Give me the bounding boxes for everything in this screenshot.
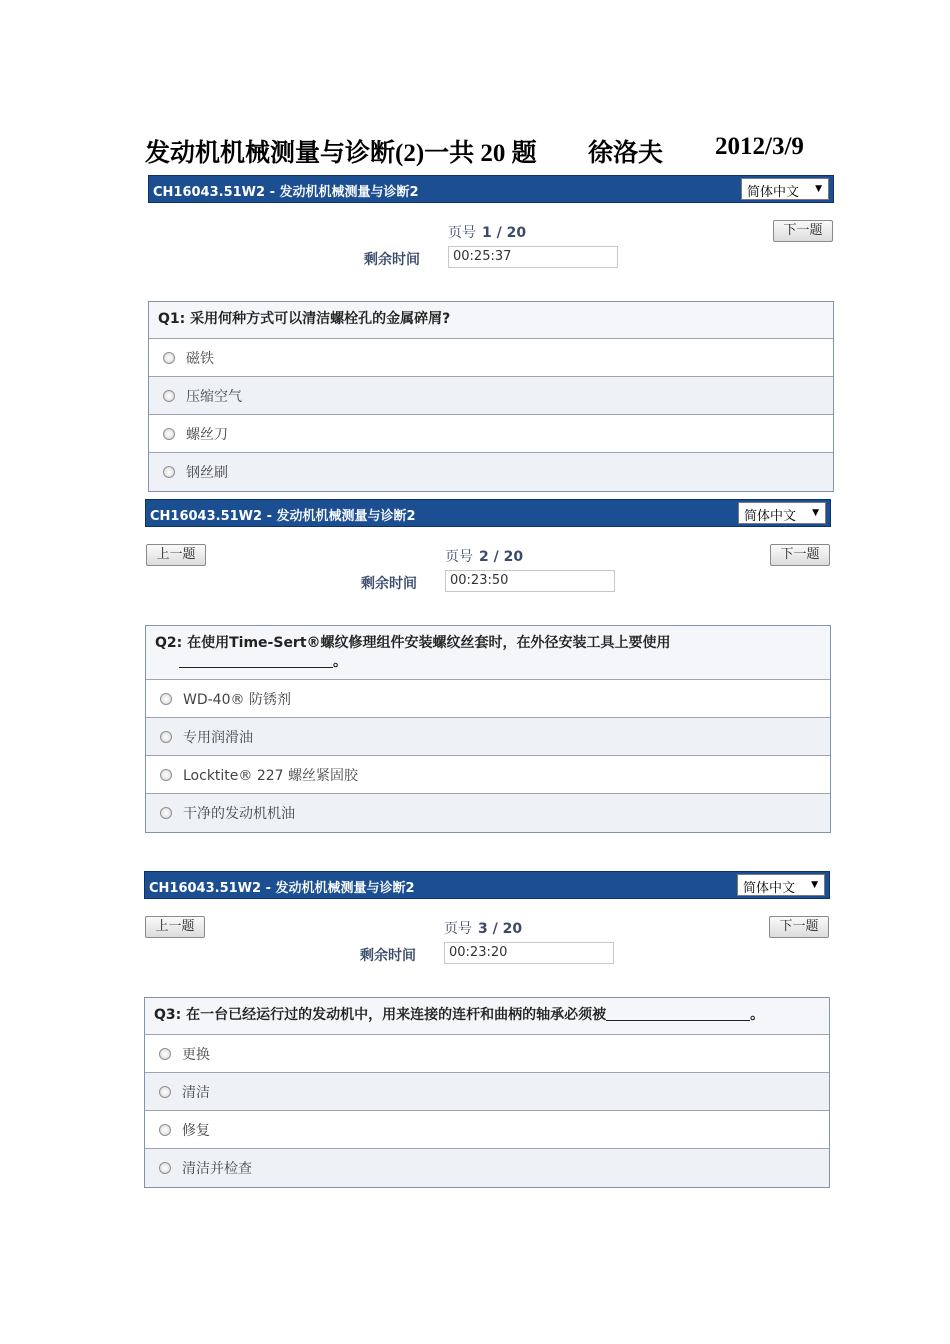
radio-button[interactable] xyxy=(159,1086,171,1098)
answer-option[interactable] xyxy=(145,1035,829,1073)
page-label: 页号 xyxy=(448,225,476,241)
time-left-field: 00:23:20 xyxy=(444,942,614,964)
question-box xyxy=(144,997,830,1188)
question-prompt: Q3: 在一台已经运行过的发动机中，用来连接的连杆和曲柄的轴承必须被 xyxy=(154,1007,607,1023)
radio-button[interactable] xyxy=(160,807,172,819)
previous-question-button[interactable]: 上一题 xyxy=(146,544,206,566)
question-prompt: Q1: 采用何种方式可以清洁螺栓孔的金属碎屑? xyxy=(149,302,833,339)
answer-option-label: 更换 xyxy=(182,1047,210,1063)
answer-option[interactable] xyxy=(146,718,830,756)
answer-option[interactable] xyxy=(149,377,833,415)
course-header-bar xyxy=(148,175,834,203)
answer-blank xyxy=(606,1006,750,1021)
next-question-button[interactable]: 下一题 xyxy=(773,220,833,242)
radio-button[interactable] xyxy=(163,352,175,364)
answer-option[interactable] xyxy=(149,339,833,377)
radio-button[interactable] xyxy=(160,731,172,743)
answer-option-label: 专用润滑油 xyxy=(183,730,253,746)
answer-option[interactable] xyxy=(146,680,830,718)
document-date: 2012/3/9 xyxy=(715,133,804,160)
answer-option-label: 磁铁 xyxy=(186,351,214,367)
chevron-down-icon: ▼ xyxy=(811,880,818,890)
language-select-value: 简体中文 xyxy=(744,509,797,524)
time-left-field: 00:23:50 xyxy=(445,570,615,592)
radio-button[interactable] xyxy=(159,1048,171,1060)
course-header-bar xyxy=(144,871,830,899)
answer-option-label: Locktite® 227 螺丝紧固胶 xyxy=(183,768,359,784)
next-question-button[interactable]: 下一题 xyxy=(769,916,829,938)
time-left-label: 剩余时间 xyxy=(364,252,420,268)
quiz-block-1 xyxy=(148,175,834,492)
answer-option-label: 干净的发动机机油 xyxy=(183,806,295,822)
question-box xyxy=(145,625,831,833)
course-title: CH16043.51W2 - 发动机机械测量与诊断2 xyxy=(149,881,415,896)
question-box xyxy=(148,301,834,492)
radio-button[interactable] xyxy=(163,390,175,402)
chevron-down-icon: ▼ xyxy=(815,184,822,194)
page-number: 3 / 20 xyxy=(478,921,523,937)
answer-option-label: 钢丝刷 xyxy=(186,465,228,481)
document-title: 发动机机械测量与诊断(2)一共 20 题 xyxy=(145,140,537,167)
answer-option-label: 清洁 xyxy=(182,1085,210,1101)
radio-button[interactable] xyxy=(160,693,172,705)
course-header-bar xyxy=(145,499,831,527)
radio-button[interactable] xyxy=(159,1124,171,1136)
quiz-block-3 xyxy=(144,871,830,1188)
quiz-block-2 xyxy=(145,499,831,833)
time-left-label: 剩余时间 xyxy=(361,576,417,592)
document-title-line xyxy=(145,133,845,167)
time-left-field: 00:25:37 xyxy=(448,246,618,268)
previous-question-button[interactable]: 上一题 xyxy=(145,916,205,938)
answer-option-label: 修复 xyxy=(182,1123,210,1139)
navigation-bar xyxy=(145,527,831,625)
page-label: 页号 xyxy=(444,921,472,937)
course-title: CH16043.51W2 - 发动机机械测量与诊断2 xyxy=(153,185,419,200)
language-select-value: 简体中文 xyxy=(747,185,800,200)
answer-option-label: 清洁并检查 xyxy=(182,1161,252,1177)
document-author: 徐洛夫 xyxy=(588,140,664,167)
page-indicator xyxy=(445,546,523,566)
course-title: CH16043.51W2 - 发动机机械测量与诊断2 xyxy=(150,509,416,524)
navigation-bar xyxy=(144,899,830,997)
language-select[interactable] xyxy=(741,178,829,200)
prompt-end: 。 xyxy=(750,1007,765,1023)
page-number: 2 / 20 xyxy=(479,549,524,565)
answer-option[interactable] xyxy=(149,415,833,453)
page-indicator xyxy=(444,918,522,938)
radio-button[interactable] xyxy=(163,428,175,440)
radio-button[interactable] xyxy=(163,466,175,478)
radio-button[interactable] xyxy=(159,1162,171,1174)
language-select[interactable] xyxy=(737,874,825,896)
answer-option-label: 压缩空气 xyxy=(186,389,242,405)
page-label: 页号 xyxy=(445,549,473,565)
question-prompt-container xyxy=(146,626,830,680)
answer-option[interactable] xyxy=(145,1073,829,1111)
answer-option[interactable] xyxy=(146,794,830,832)
page-number: 1 / 20 xyxy=(482,225,527,241)
radio-button[interactable] xyxy=(160,769,172,781)
answer-option[interactable] xyxy=(145,1111,829,1149)
answer-option[interactable] xyxy=(145,1149,829,1187)
answer-option-label: WD-40® 防锈剂 xyxy=(183,692,291,708)
prompt-end: 。 xyxy=(333,654,347,670)
page-indicator xyxy=(448,222,526,242)
chevron-down-icon: ▼ xyxy=(812,508,819,518)
answer-option[interactable] xyxy=(146,756,830,794)
question-prompt-container xyxy=(145,998,829,1035)
question-prompt: Q2: 在使用Time-Sert®螺纹修理组件安装螺纹丝套时，在外径安装工具上要使用 xyxy=(155,635,671,651)
time-left-label: 剩余时间 xyxy=(360,948,416,964)
answer-option-label: 螺丝刀 xyxy=(186,427,228,443)
language-select[interactable] xyxy=(738,502,826,524)
language-select-value: 简体中文 xyxy=(743,881,796,896)
next-question-button[interactable]: 下一题 xyxy=(770,544,830,566)
answer-blank xyxy=(179,653,333,668)
navigation-bar xyxy=(148,203,834,301)
answer-option[interactable] xyxy=(149,453,833,491)
